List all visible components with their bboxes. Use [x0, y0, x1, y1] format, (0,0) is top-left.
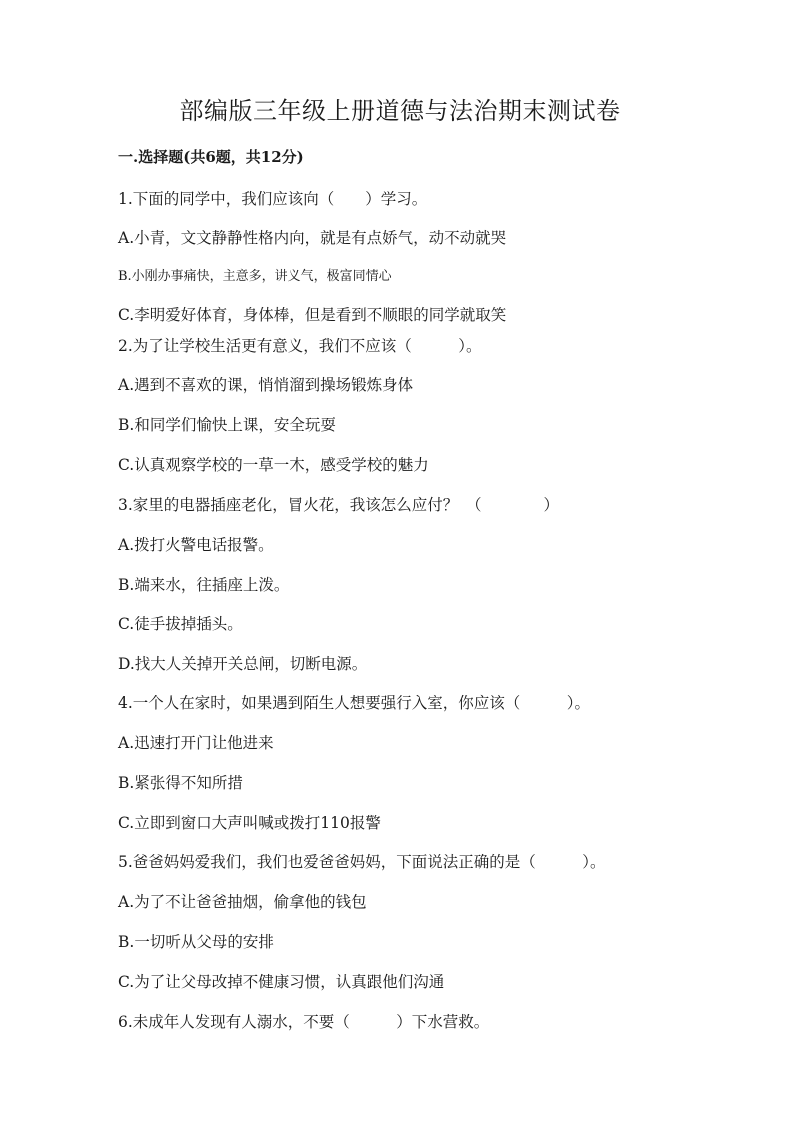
question-6: 6.未成年人发现有人溺水，不要（ ）下水营救。 — [118, 1013, 490, 1031]
question-5-option-c: C.为了让父母改掉不健康习惯，认真跟他们沟通 — [118, 973, 445, 991]
question-1-option-a: A.小青，文文静静性格内向，就是有点娇气，动不动就哭 — [118, 229, 507, 247]
question-2: 2.为了让学校生活更有意义，我们不应该（ ）。 — [118, 337, 482, 355]
question-3-option-c: C.徒手拔掉插头。 — [118, 615, 243, 633]
question-5-option-a: A.为了不让爸爸抽烟，偷拿他的钱包 — [118, 893, 367, 911]
question-3: 3.家里的电器插座老化，冒火花，我该怎么应付？ （ ） — [118, 496, 560, 514]
question-3-option-a: A.拨打火警电话报警。 — [118, 536, 274, 554]
question-2-option-c: C.认真观察学校的一草一木，感受学校的魅力 — [118, 456, 429, 474]
question-1-option-b: B.小刚办事痛快，主意多，讲义气，极富同情心 — [118, 269, 392, 284]
question-1-option-c: C.李明爱好体育，身体棒，但是看到不顺眼的同学就取笑 — [118, 306, 507, 324]
question-3-option-d: D.找大人关掉开关总闸，切断电源。 — [118, 655, 368, 673]
question-2-option-a: A.遇到不喜欢的课，悄悄溜到操场锻炼身体 — [118, 376, 414, 394]
question-4-option-b: B.紧张得不知所措 — [118, 774, 243, 792]
section-heading: 一.选择题(共6题，共12分) — [118, 148, 304, 166]
page-title: 部编版三年级上册道德与法治期末测试卷 — [179, 97, 621, 125]
question-2-option-b: B.和同学们愉快上课，安全玩耍 — [118, 416, 336, 434]
question-5-option-b: B.一切听从父母的安排 — [118, 933, 274, 951]
question-4-option-c: C.立即到窗口大声叫喊或拨打110报警 — [118, 814, 381, 832]
question-4-option-a: A.迅速打开门让他进来 — [118, 734, 274, 752]
question-5: 5.爸爸妈妈爱我们，我们也爱爸爸妈妈，下面说法正确的是（ ）。 — [118, 853, 606, 871]
question-1: 1.下面的同学中，我们应该向（ ）学习。 — [118, 190, 428, 208]
question-3-option-b: B.端来水，往插座上泼。 — [118, 576, 290, 594]
question-4: 4.一个人在家时，如果遇到陌生人想要强行入室，你应该（ ）。 — [118, 694, 591, 712]
